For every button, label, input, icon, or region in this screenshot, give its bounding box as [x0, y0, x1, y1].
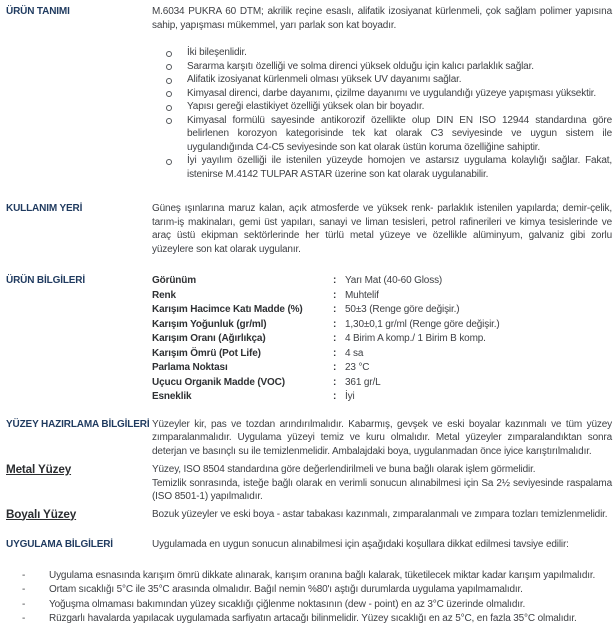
section-product-info [6, 274, 612, 405]
spec-label: Renk [152, 289, 176, 301]
metal-surface-text-1: Yüzey, ISO 8504 standardına göre değerlendirilmeli ve buna bağlı olarak işlem görmelidir. [152, 464, 536, 475]
application-notes-list [22, 569, 612, 627]
spec-value: 23 °C [345, 362, 370, 373]
label-column [6, 508, 152, 522]
spec-value: 4 sa [345, 347, 364, 359]
content-column [152, 508, 612, 522]
spec-label: Parlama Noktası [152, 362, 228, 373]
surface-prep-painted-row [6, 508, 612, 522]
feature-item: İyi yayılım özelliği ile istenilen yüzeyde homojen ve astarsız uygulama kolaylığı sağlar. Fakat, istenirse M.4142 TULPAR ASTAR üzerine son kat olarak uygulanabilir. [152, 154, 612, 181]
spec-value: 4 Birim A komp./ 1 Birim B komp. [345, 333, 486, 344]
usage-area-heading: KULLANIM YERİ [6, 203, 83, 214]
spec-row-voc [152, 376, 612, 391]
spec-value: Yarı Mat (40-60 Gloss) [345, 275, 443, 286]
content-column [152, 202, 612, 256]
application-note: - Rüzgarlı havalarda yapılacak uygulamada sarfiyatın artacağı bilinmelidir. Yüzey sıcaklığı en az 5°C, en fazla 35°C olmalıdır. [22, 612, 612, 627]
spec-row-flash-point [152, 361, 612, 376]
application-note: - Ortam sıcaklığı 5°C ile 35°C arasında olmalıdır. Bağıl nemin %80'ı aştığı durumlarda uygulama yapılmamalıdır. [22, 583, 612, 598]
spec-row-mix-ratio [152, 332, 612, 347]
spec-label: Karışım Ömrü (Pot Life) [152, 347, 261, 359]
spec-colon: : [333, 304, 337, 315]
spec-row-pot-life [152, 347, 612, 362]
feature-item: Yapısı gereği elastikiyet özelliği yüksek olan bir boyadır. [152, 100, 612, 114]
section-usage-area [6, 202, 612, 256]
label-column [6, 274, 152, 288]
spec-row-color [152, 289, 612, 304]
label-column [6, 202, 152, 216]
feature-item: Kimyasal direnci, darbe dayanımı, çizilme dayanımı ve uygulandığı yüzeye yapışması yüksektir. [152, 87, 612, 101]
application-note: - Yoğuşma olmaması bakımından yüzey sıcaklığı çiğlenme noktasının (dew - point) en az 3°C üzerinde olmalıdır. [22, 598, 612, 613]
label-column [6, 463, 152, 477]
spec-value: 50±3 (Renge göre değişir.) [345, 304, 460, 315]
product-info-heading: ÜRÜN BİLGİLERİ [6, 275, 86, 286]
spec-colon: : [333, 347, 337, 359]
feature-item: Alifatik izosiyanat kürlenmeli olması yüksek UV dayanımı sağlar. [152, 73, 612, 87]
surface-prep-metal-row [6, 463, 612, 504]
feature-item: Kimyasal formülü sayesinde antikorozif özellikte olup DIN EN ISO 12944 standardına göre belirlenen korozyon kategorisinde tek kat olarak C3 seviyesinde ve uygun sistem ile uygulandığında C4-C5 seviyesinde son kat olarak üstün koruma özelliğine sahiptir. [152, 114, 612, 155]
surface-prep-intro-row [6, 418, 612, 459]
application-intro-text: Uygulamada en uygun sonucun alınabilmesi için aşağıdaki koşullara dikkat edilmesi tavsiye edilir: [152, 539, 569, 550]
spec-value: 361 gr/L [345, 376, 381, 388]
spec-colon: : [333, 333, 337, 344]
spec-colon: : [333, 362, 337, 373]
label-column [6, 538, 152, 552]
section-product-description [6, 5, 612, 181]
spec-value: İyi [345, 391, 355, 402]
spec-label: Görünüm [152, 275, 196, 286]
product-spec-table [152, 274, 612, 405]
content-column [152, 418, 612, 459]
metal-surface-text-2: Temizlik sonrasında, isteğe bağlı olarak en verimli sonucun alınabilmesi için Sa 2½ seviyesinde raspalama (ISO 8501-1) yapılmalıdır. [152, 477, 612, 502]
spec-label: Karışım Hacimce Katı Madde (%) [152, 304, 303, 315]
content-column [152, 5, 612, 181]
spec-row-solids [152, 303, 612, 318]
spec-colon: : [333, 318, 337, 330]
spec-value: Muhtelif [345, 289, 379, 301]
section-application-info [6, 538, 612, 627]
painted-surface-text: Bozuk yüzeyler ve eski boya - astar tabakası kazınmalı, zımparalanmalı ve zımpara tozları temizlenmelidir. [152, 508, 608, 520]
spec-colon: : [333, 275, 337, 286]
application-info-heading: UYGULAMA BİLGİLERİ [6, 539, 113, 550]
feature-item: Sararma karşıtı özelliği ve solma direnci yüksek olduğu için kalıcı parlaklık sağlar. [152, 60, 612, 74]
label-column [6, 5, 152, 19]
spec-label: Esneklik [152, 391, 192, 402]
painted-surface-label: Boyalı Yüzey [6, 507, 77, 521]
spec-label: Uçucu Organik Madde (VOC) [152, 376, 285, 388]
application-intro-row [6, 538, 612, 552]
spec-colon: : [333, 391, 337, 402]
metal-surface-label: Metal Yüzey [6, 463, 72, 476]
surface-prep-heading: YÜZEY HAZIRLAMA BİLGİLERİ [6, 418, 150, 430]
product-description-heading: ÜRÜN TANIMI [6, 6, 70, 17]
spec-colon: : [333, 289, 337, 301]
content-column [152, 538, 612, 552]
spec-row-flexibility [152, 390, 612, 405]
spec-row-appearance [152, 274, 612, 289]
usage-area-text: Güneş ışınlarına maruz kalan, açık atmosferde ve yüksek renk- parlaklık istenilen yapılarda; demir-çelik, tarım-iş makinaları, gemi üst yapıları, sanayi ve liman tesisleri, petrol rafinerileri ve kimya tesislerinde ve araç üstü ekipman sektörlerinde her türlü metal yüzeye ve özellikle alüminyum, galvaniz gibi zorlu yüzeylere son kat olarak uygulanır. [152, 203, 612, 255]
spec-row-density [152, 318, 612, 333]
feature-item: İki bileşenlidir. [152, 46, 612, 60]
product-feature-list [152, 46, 612, 181]
label-column [6, 418, 152, 432]
spec-label: Karışım Oranı (Ağırlıkça) [152, 333, 266, 344]
application-note: - Uygulama esnasında karışım ömrü dikkate alınarak, karışım oranına bağlı kalarak, tüketilecek miktar kadar karışım yapılmalıdır. [22, 569, 612, 584]
content-column [152, 463, 612, 504]
product-description-text: M.6034 PUKRA 60 DTM; akrilik reçine esaslı, alifatik izosiyanat kürlenmeli, çok sağlam polimer yapısına sahip, yapışması mükemmel, yarı parlak son kat boyadır. [152, 6, 612, 31]
spec-value: 1,30±0,1 gr/ml (Renge göre değişir.) [345, 318, 500, 330]
section-surface-preparation [6, 418, 612, 522]
spec-label: Karışım Yoğunluk (gr/ml) [152, 318, 267, 330]
surface-prep-intro-text: Yüzeyler kir, pas ve tozdan arındırılmalıdır. Kabarmış, gevşek ve eski boyalar kazınmalı ve tüm yüzey zımparalanmalıdır. Uygulama yüzeyi temiz ve kuru olmalıdır. Metal yüzeyler zımparalandıktan sonra deterjan ve basınçlı su ile temizlenmelidir. Ambalajdaki boya, uygulanmadan önce iyice karıştırılmalıdır. [152, 418, 612, 457]
spec-colon: : [333, 376, 337, 388]
